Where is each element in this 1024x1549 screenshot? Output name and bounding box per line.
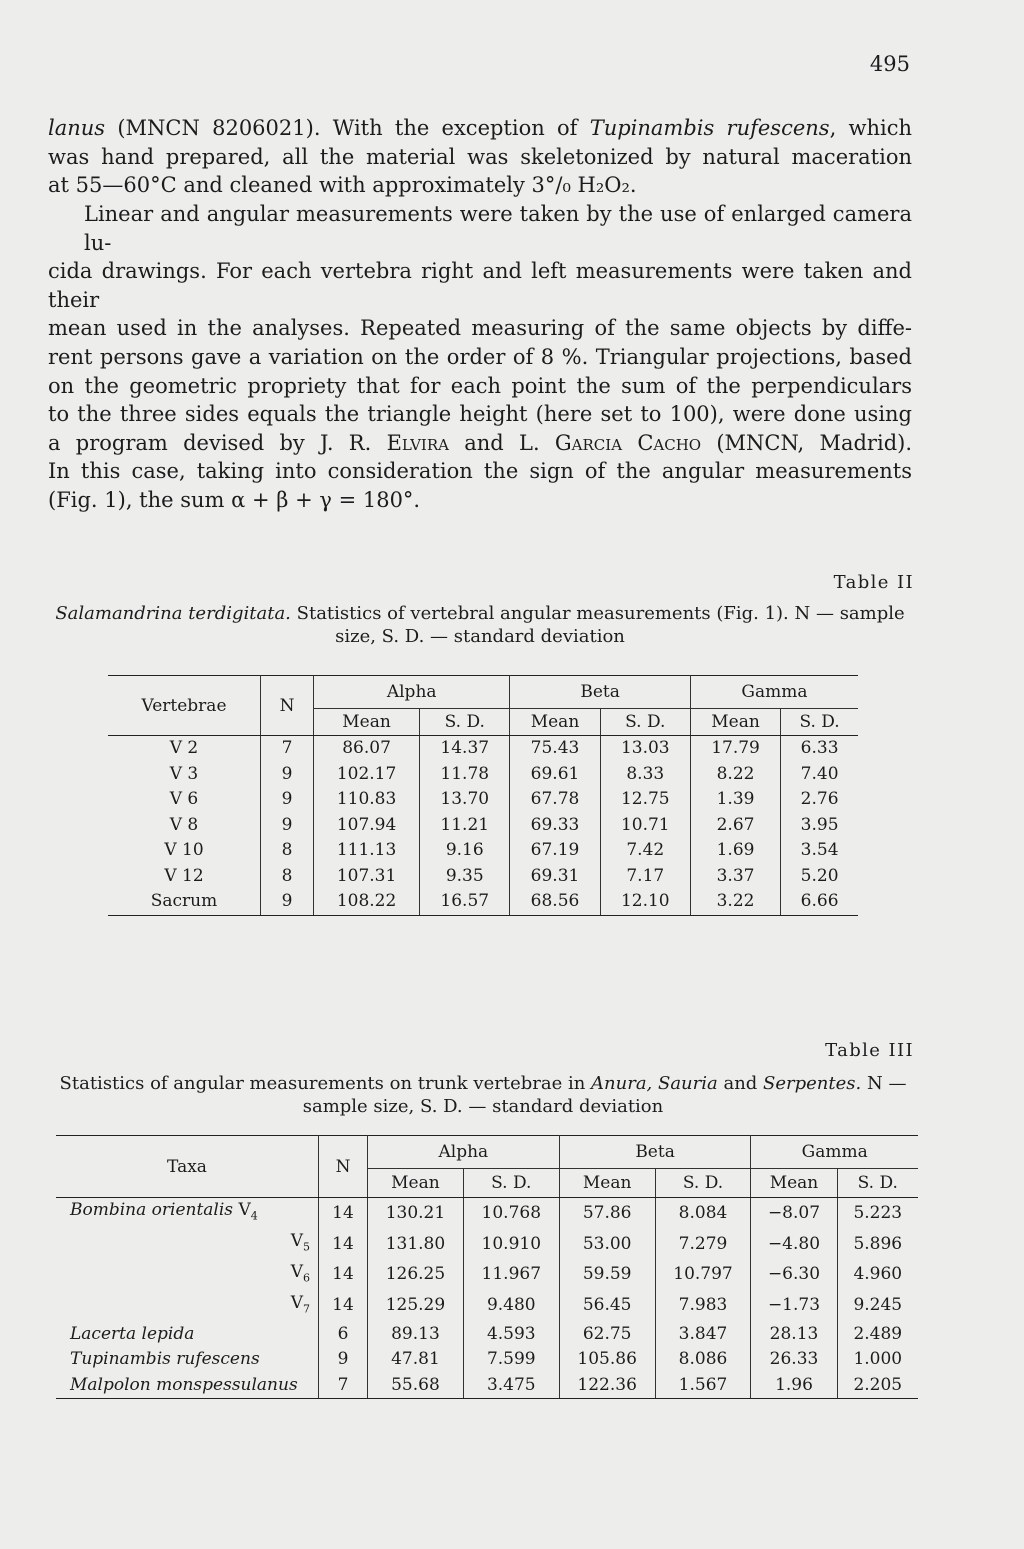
taxon-cell: Bombina orientalis $V_4$ xyxy=(56,1198,319,1229)
table-row xyxy=(56,1260,918,1291)
cell: 4.593 xyxy=(463,1322,559,1348)
cell: 7.42 xyxy=(600,838,690,864)
cell: 9.480 xyxy=(463,1291,559,1322)
table-2-label: Table II xyxy=(833,572,914,593)
cell: 1.69 xyxy=(690,838,780,864)
cell: 7.983 xyxy=(655,1291,751,1322)
cell: 55.68 xyxy=(368,1373,464,1399)
col-header-mean: Mean xyxy=(690,709,780,736)
cell: V 8 xyxy=(108,813,261,839)
cell: 1.96 xyxy=(751,1373,837,1399)
cell: 13.70 xyxy=(420,787,510,813)
cell: 14 xyxy=(319,1229,368,1260)
cell: 57.86 xyxy=(559,1198,655,1229)
cell: 3.37 xyxy=(690,864,780,890)
col-header-taxa: Taxa xyxy=(56,1136,319,1198)
cell: 3.54 xyxy=(800,840,839,860)
table-3-caption: Statistics of angular measurements on trunk vertebrae in Anura, Sauria and Serpentes. N — sample size, S. D. — standard deviation xyxy=(59,1073,907,1117)
cell: 1.000 xyxy=(853,1349,903,1370)
table-row xyxy=(108,813,858,839)
cell: V 6 xyxy=(108,787,261,813)
text-line: to the three sides equals the triangle height (here set to 100), were done using xyxy=(48,402,912,427)
col-header-sd: S. D. xyxy=(463,1169,559,1198)
cell: 4.960 xyxy=(853,1264,903,1285)
cell: 86.07 xyxy=(314,736,420,762)
cell: 16.57 xyxy=(420,889,510,915)
col-header-alpha: Alpha xyxy=(368,1136,560,1169)
cell: 125.29 xyxy=(368,1291,464,1322)
cell: 11.967 xyxy=(463,1260,559,1291)
table-row xyxy=(56,1229,918,1260)
cell: 11.78 xyxy=(420,762,510,788)
cell: 9.245 xyxy=(853,1295,903,1316)
cell: 47.81 xyxy=(368,1347,464,1373)
text-line: at 55—60°C and cleaned with approximately 3°/₀ H₂O₂. xyxy=(48,173,637,198)
cell: 9.16 xyxy=(420,838,510,864)
cell: 5.223 xyxy=(853,1202,903,1223)
cell: 2.67 xyxy=(690,813,780,839)
col-header-beta: Beta xyxy=(559,1136,751,1169)
cell: 6.33 xyxy=(800,738,839,758)
text-line: Linear and angular measurements were taken by the use of enlarged camera lu- xyxy=(84,202,912,255)
cell: 10.910 xyxy=(463,1229,559,1260)
cell: 3.475 xyxy=(463,1373,559,1399)
text-line: cida drawings. For each vertebra right and left measurements were taken and their xyxy=(48,259,912,312)
table-row xyxy=(56,1322,918,1348)
cell: 122.36 xyxy=(559,1373,655,1399)
table-row xyxy=(56,1373,918,1399)
cell: Sacrum xyxy=(108,889,261,915)
cell: 8 xyxy=(261,864,314,890)
cell: 1.39 xyxy=(690,787,780,813)
cell: 9 xyxy=(261,787,314,813)
cell: 11.21 xyxy=(420,813,510,839)
cell: 7 xyxy=(319,1373,368,1399)
cell: 69.31 xyxy=(510,864,600,890)
cell: 7.599 xyxy=(463,1347,559,1373)
cell: 9 xyxy=(261,813,314,839)
cell: 3.847 xyxy=(655,1322,751,1348)
cell: −4.80 xyxy=(751,1229,837,1260)
cell: 10.768 xyxy=(463,1198,559,1229)
cell: 107.31 xyxy=(314,864,420,890)
cell: −6.30 xyxy=(751,1260,837,1291)
cell: 68.56 xyxy=(510,889,600,915)
cell: 28.13 xyxy=(751,1322,837,1348)
cell: 111.13 xyxy=(314,838,420,864)
col-header-beta: Beta xyxy=(510,676,691,709)
cell: 26.33 xyxy=(751,1347,837,1373)
col-header-mean: Mean xyxy=(559,1169,655,1198)
cell: 12.10 xyxy=(600,889,690,915)
cell: 9 xyxy=(261,762,314,788)
text-line: lanus (MNCN 8206021). With the exception of Tupinambis rufescens, which xyxy=(48,116,912,140)
col-header-sd: S. D. xyxy=(781,709,858,736)
cell: 102.17 xyxy=(314,762,420,788)
page-number: 495 xyxy=(869,52,910,76)
col-header-mean: Mean xyxy=(510,709,600,736)
cell: 6.66 xyxy=(781,889,858,915)
table-row xyxy=(108,864,858,890)
text-line: on the geometric propriety that for each point the sum of the perpendiculars xyxy=(48,373,912,398)
cell: −8.07 xyxy=(751,1198,837,1229)
cell: 14.37 xyxy=(420,736,510,762)
cell: 105.86 xyxy=(559,1347,655,1373)
text-line: a program devised by J. R. Elvira and L. Garcia Cacho (MNCN, Madrid). xyxy=(48,430,913,455)
cell: V 10 xyxy=(108,838,261,864)
cell: 9 xyxy=(261,889,314,915)
text-line: was hand prepared, all the material was skeletonized by natural maceration xyxy=(48,144,912,169)
table-row xyxy=(56,1347,918,1373)
table-row xyxy=(56,1291,918,1322)
cell: 14 xyxy=(319,1260,368,1291)
paragraph-methods xyxy=(48,200,912,515)
text-line: In this case, taking into consideration the sign of the angular measurements xyxy=(48,459,912,484)
col-header-gamma: Gamma xyxy=(690,676,858,709)
cell: 14 xyxy=(319,1198,368,1229)
col-header-mean: Mean xyxy=(751,1169,837,1198)
cell: 9.35 xyxy=(420,864,510,890)
taxon-cell: Lacerta lepida xyxy=(56,1322,319,1348)
cell: 8 xyxy=(261,838,314,864)
cell: 2.205 xyxy=(837,1373,918,1399)
table-row xyxy=(56,1198,918,1229)
table-3 xyxy=(56,1135,918,1399)
cell: 53.00 xyxy=(559,1229,655,1260)
taxon-cell: $V_5$ xyxy=(56,1229,319,1260)
cell: V 3 xyxy=(108,762,261,788)
cell: 89.13 xyxy=(368,1322,464,1348)
col-header-sd: S. D. xyxy=(655,1169,751,1198)
cell: 8.084 xyxy=(655,1198,751,1229)
cell: 2.489 xyxy=(853,1323,903,1344)
text-line: mean used in the analyses. Repeated measuring of the same objects by diffe- xyxy=(48,316,912,341)
author-name: Elvira xyxy=(386,430,449,455)
table-row xyxy=(108,787,858,813)
cell: 7.279 xyxy=(655,1229,751,1260)
cell: V 12 xyxy=(108,864,261,890)
cell: 10.71 xyxy=(600,813,690,839)
cell: 75.43 xyxy=(510,736,600,762)
author-name: Garcia Cacho xyxy=(554,430,702,455)
cell: −1.73 xyxy=(751,1291,837,1322)
cell: 7.17 xyxy=(600,864,690,890)
cell: 5.20 xyxy=(800,865,839,886)
cell: 8.086 xyxy=(655,1347,751,1373)
col-header-gamma: Gamma xyxy=(751,1136,918,1169)
cell: 14 xyxy=(319,1291,368,1322)
text-line: rent persons gave a variation on the order of 8 %. Triangular projections, based xyxy=(48,344,912,369)
col-header-mean: Mean xyxy=(314,709,420,736)
cell: 126.25 xyxy=(368,1260,464,1291)
col-header-alpha: Alpha xyxy=(314,676,510,709)
table-3-label: Table III xyxy=(825,1040,914,1061)
cell: 8.33 xyxy=(600,762,690,788)
cell: 3.22 xyxy=(690,889,780,915)
cell: 2.76 xyxy=(800,789,839,809)
cell: 17.79 xyxy=(690,736,780,762)
col-header-n: N xyxy=(261,676,314,736)
table-2 xyxy=(108,675,858,916)
col-header-mean: Mean xyxy=(368,1169,464,1198)
cell: 10.797 xyxy=(655,1260,751,1291)
cell: 6 xyxy=(319,1322,368,1348)
cell: 69.61 xyxy=(510,762,600,788)
cell: 59.59 xyxy=(559,1260,655,1291)
cell: 69.33 xyxy=(510,813,600,839)
cell: 3.95 xyxy=(800,814,839,835)
cell: 12.75 xyxy=(600,787,690,813)
taxon-cell: Tupinambis rufescens xyxy=(56,1347,319,1373)
table-row xyxy=(108,889,858,915)
cell: 1.567 xyxy=(655,1373,751,1399)
cell: 5.896 xyxy=(853,1233,903,1254)
cell: 130.21 xyxy=(368,1198,464,1229)
table-row xyxy=(108,762,858,788)
cell: 8.22 xyxy=(690,762,780,788)
table-row xyxy=(108,838,858,864)
table-row xyxy=(108,736,858,762)
col-header-sd: S. D. xyxy=(837,1169,918,1198)
cell: 131.80 xyxy=(368,1229,464,1260)
cell: 107.94 xyxy=(314,813,420,839)
cell: 9 xyxy=(319,1347,368,1373)
cell: 67.78 xyxy=(510,787,600,813)
col-header-n: N xyxy=(319,1136,368,1198)
cell: 7 xyxy=(261,736,314,762)
cell: 56.45 xyxy=(559,1291,655,1322)
taxon-cell: $V_7$ xyxy=(56,1291,319,1322)
cell: 110.83 xyxy=(314,787,420,813)
col-header-sd: S. D. xyxy=(600,709,690,736)
cell: 67.19 xyxy=(510,838,600,864)
cell: 108.22 xyxy=(314,889,420,915)
table-2-caption: Salamandrina terdigitata. Statistics of vertebral angular measurements (Fig. 1). N — sample size, S. D. — standard deviation xyxy=(55,603,905,647)
taxon-cell: Malpolon monspessulanus xyxy=(56,1373,319,1399)
cell: 62.75 xyxy=(559,1322,655,1348)
col-header-sd: S. D. xyxy=(420,709,510,736)
col-header-vertebrae: Vertebrae xyxy=(108,676,261,736)
cell: 7.40 xyxy=(800,763,839,784)
taxon-cell: $V_6$ xyxy=(56,1260,319,1291)
text-line: (Fig. 1), the sum α + β + γ = 180°. xyxy=(48,487,421,512)
paragraph-materials xyxy=(48,114,912,200)
cell: 13.03 xyxy=(600,736,690,762)
cell: V 2 xyxy=(108,736,261,762)
